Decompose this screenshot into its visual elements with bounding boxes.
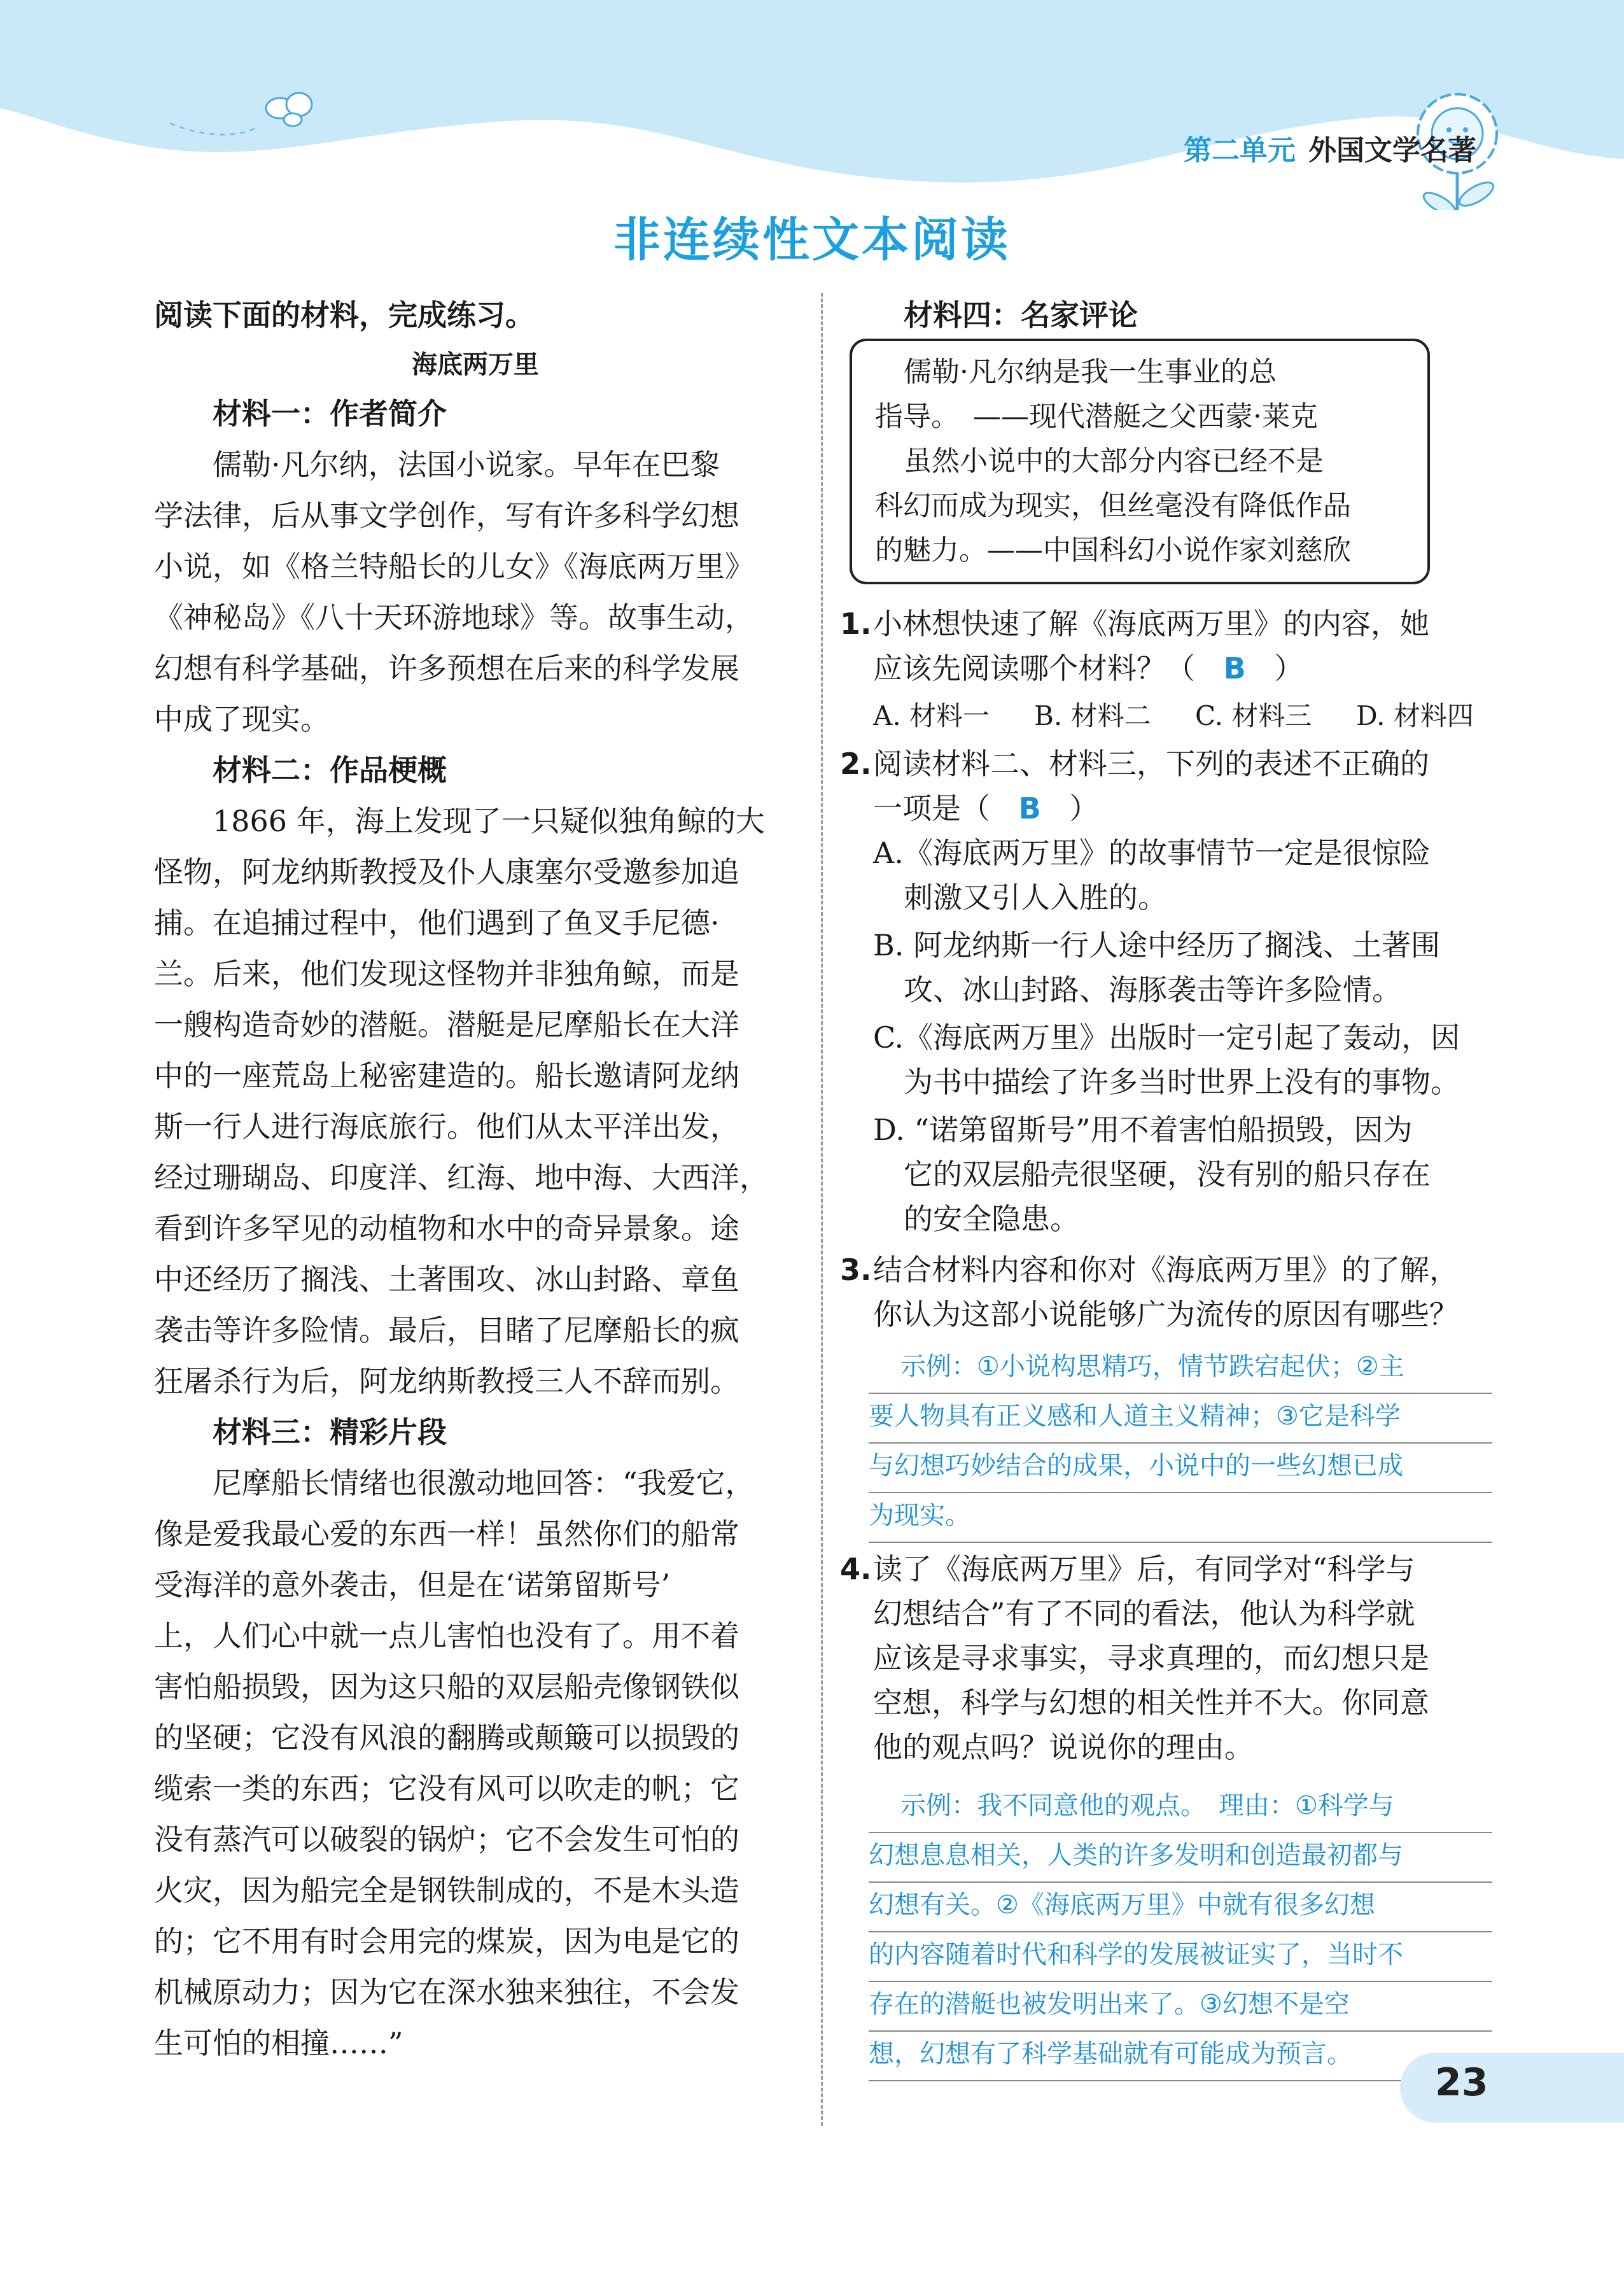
q2-answer[interactable]: B (1018, 791, 1041, 826)
m2-line: 一艘构造奇妙的潜艇。潜艇是尼摩船长在大洋 (154, 1008, 739, 1042)
q1-number: 1. (840, 607, 872, 641)
q2-option-cont: 它的双层船壳很坚硬，没有别的船只存在 (904, 1157, 1431, 1192)
q3-answer-line: 为现实。 (869, 1492, 1492, 1543)
q4-text: 应该是寻求事实，寻求真理的，而幻想只是 (873, 1641, 1429, 1675)
q2-option-cont: 的安全隐患。 (904, 1202, 1079, 1236)
m2-line: 斯一行人进行海底旅行。他们从太平洋出发， (154, 1109, 739, 1144)
q1-option[interactable]: A. 材料一 (873, 700, 990, 731)
q4-answer-line: 幻想息息相关，人类的许多发明和创造最初都与 (869, 1832, 1492, 1883)
q2-option-cont: 攻、冰山封路、海豚袭击等许多险情。 (904, 973, 1401, 1007)
q1-text-answer-line (873, 643, 1303, 694)
quote-line: 的魅力。——中国科幻小说作家刘慈欣 (875, 534, 1351, 566)
m3-line: 的；它不用有时会用完的煤炭，因为电是它的 (154, 1924, 739, 1958)
page-number: 23 (1435, 2060, 1488, 2105)
q4-text: 读了《海底两万里》后，有同学对“科学与 (873, 1552, 1415, 1586)
q2-option-cont: 为书中描绘了许多当时世界上没有的事物。 (904, 1065, 1460, 1099)
m1-line: 幻想有科学基础，许多预想在后来的科学发展 (154, 651, 739, 686)
page-number-tab (1400, 2053, 1624, 2123)
m2-line: 袭击等许多险情。最后，目睹了尼摩船长的疯 (154, 1313, 739, 1347)
q4-number: 4. (840, 1552, 872, 1586)
q2-close-paren: ） (1069, 791, 1099, 826)
m2-line: 兰。后来，他们发现这怪物并非独角鲸，而是 (154, 957, 739, 991)
q2-option[interactable]: A.《海底两万里》的故事情节一定是很惊险 (873, 836, 1431, 870)
q1-option[interactable]: B. 材料二 (1034, 700, 1151, 731)
m3-line: 火灾，因为船完全是钢铁制成的，不是木头造 (154, 1873, 739, 1908)
m1-line: 学法律，后从事文学创作，写有许多科学幻想 (154, 498, 739, 533)
m1-line: 小说，如《格兰特船长的儿女》《海底两万里》 (154, 549, 754, 584)
m1-line: 儒勒·凡尔纳，法国小说家。早年在巴黎 (213, 447, 720, 482)
unit-label: 第二单元 (1184, 134, 1296, 167)
header-wave-decoration (0, 0, 1624, 210)
q1-close-paren: ） (1274, 651, 1304, 686)
book-title: 海底两万里 (412, 350, 539, 379)
m3-line: 的坚硬；它没有风浪的翻腾或颠簸可以损毁的 (154, 1720, 739, 1755)
unit-header (1082, 127, 1476, 168)
m2-heading: 材料二：作品梗概 (213, 753, 447, 787)
q3-text: 结合材料内容和你对《海底两万里》的了解， (873, 1253, 1459, 1287)
m2-line: 怪物，阿龙纳斯教授及仆人康塞尔受邀参加追 (154, 855, 739, 889)
m2-line: 看到许多罕见的动植物和水中的奇异景象。途 (154, 1211, 739, 1246)
column-divider (821, 293, 823, 2126)
quote-line: 虽然小说中的大部分内容已经不是 (904, 445, 1324, 477)
page-title: 非连续性文本阅读 (613, 213, 1011, 267)
m3-line: 生可怕的相撞……” (154, 2026, 403, 2060)
m2-line: 中还经历了搁浅、土著围攻、冰山封路、章鱼 (154, 1262, 739, 1297)
q4-answer-line: 幻想有关。②《海底两万里》中就有很多幻想 (869, 1881, 1492, 1932)
q2-option[interactable]: D. “诺第留斯号”用不着害怕船损毁，因为 (873, 1113, 1413, 1147)
q2-number: 2. (840, 747, 872, 781)
m3-heading: 材料三：精彩片段 (213, 1415, 447, 1449)
instruction: 阅读下面的材料，完成练习。 (154, 298, 535, 332)
q3-answer-line: 要人物具有正义感和人道主义精神；③它是科学 (869, 1393, 1492, 1444)
q3-answer-line: 与幻想巧妙结合的成果，小说中的一些幻想已成 (869, 1442, 1492, 1493)
m3-line: 受海洋的意外袭击，但是在‘诺第留斯号’ (154, 1568, 671, 1602)
m3-line: 尼摩船长情绪也很激动地回答：“我爱它， (213, 1466, 755, 1500)
q4-text: 空想，科学与幻想的相关性并不大。你同意 (873, 1685, 1429, 1720)
m1-line: 中成了现实。 (154, 702, 330, 736)
q2-text: 一项是（ (873, 791, 990, 826)
q1-text: 应该先阅读哪个材料？（ (873, 651, 1195, 686)
q1-text: 小林想快速了解《海底两万里》的内容，她 (873, 607, 1429, 641)
q4-text: 他的观点吗？说说你的理由。 (873, 1730, 1254, 1764)
m3-line: 缆索一类的东西；它没有风可以吹走的帆；它 (154, 1771, 739, 1806)
q1-answer[interactable]: B (1223, 651, 1246, 686)
m4-heading: 材料四：名家评论 (904, 298, 1138, 332)
q1-option[interactable]: C. 材料三 (1195, 700, 1312, 731)
m3-line: 上，人们心中就一点儿害怕也没有了。用不着 (154, 1619, 739, 1653)
q4-text: 幻想结合”有了不同的看法，他认为科学就 (873, 1596, 1415, 1631)
q2-text-answer-line (873, 783, 1098, 834)
m3-line: 像是爱我最心爱的东西一样！虽然你们的船常 (154, 1517, 739, 1551)
m3-line: 机械原动力；因为它在深水独来独往，不会发 (154, 1975, 739, 2009)
q4-answer-line: 的内容随着时代和科学的发展被证实了，当时不 (869, 1931, 1492, 1982)
quote-line: 指导。 ——现代潜艇之父西蒙·莱克 (875, 400, 1318, 433)
quote-line: 科幻而成为现实，但丝毫没有降低作品 (875, 489, 1351, 522)
m3-line: 害怕船损毁，因为这只船的双层船壳像钢铁似 (154, 1670, 739, 1704)
m1-line: 《神秘岛》《八十天环游地球》等。故事生动， (154, 600, 754, 635)
q4-answer-line: 示例：我不同意他的观点。 理由：①科学与 (869, 1782, 1492, 1833)
q2-text: 阅读材料二、材料三，下列的表述不正确的 (873, 747, 1429, 781)
q3-number: 3. (840, 1253, 872, 1287)
q2-option[interactable]: B. 阿龙纳斯一行人途中经历了搁浅、土著围 (873, 928, 1441, 962)
quote-line: 儒勒·凡尔纳是我一生事业的总 (904, 356, 1277, 388)
m2-line: 中的一座荒岛上秘密建造的。船长邀请阿龙纳 (154, 1058, 739, 1093)
m3-line: 没有蒸汽可以破裂的锅炉；它不会发生可怕的 (154, 1822, 739, 1857)
m1-heading: 材料一：作者简介 (213, 397, 447, 431)
q4-answer-line: 想，幻想有了科学基础就有可能成为预言。 (869, 2030, 1492, 2081)
m2-line: 狂屠杀行为后，阿龙纳斯教授三人不辞而别。 (154, 1364, 739, 1398)
q2-option[interactable]: C.《海底两万里》出版时一定引起了轰动，因 (873, 1020, 1460, 1055)
q1-option[interactable]: D. 材料四 (1356, 700, 1474, 731)
m2-line: 1866 年，海上发现了一只疑似独角鲸的大 (213, 804, 765, 838)
m2-line: 经过珊瑚岛、印度洋、红海、地中海、大西洋， (154, 1160, 769, 1195)
q3-answer-line: 示例：①小说构思精巧，情节跌宕起伏；②主 (869, 1343, 1492, 1394)
unit-title: 外国文学名著 (1308, 134, 1476, 167)
q4-answer-line: 存在的潜艇也被发明出来了。③幻想不是空 (869, 1981, 1492, 2032)
q3-text: 你认为这部小说能够广为流传的原因有哪些？ (873, 1297, 1459, 1332)
m2-line: 捕。在追捕过程中，他们遇到了鱼叉手尼德· (154, 906, 720, 940)
q2-option-cont: 刺激又引人入胜的。 (904, 880, 1167, 915)
